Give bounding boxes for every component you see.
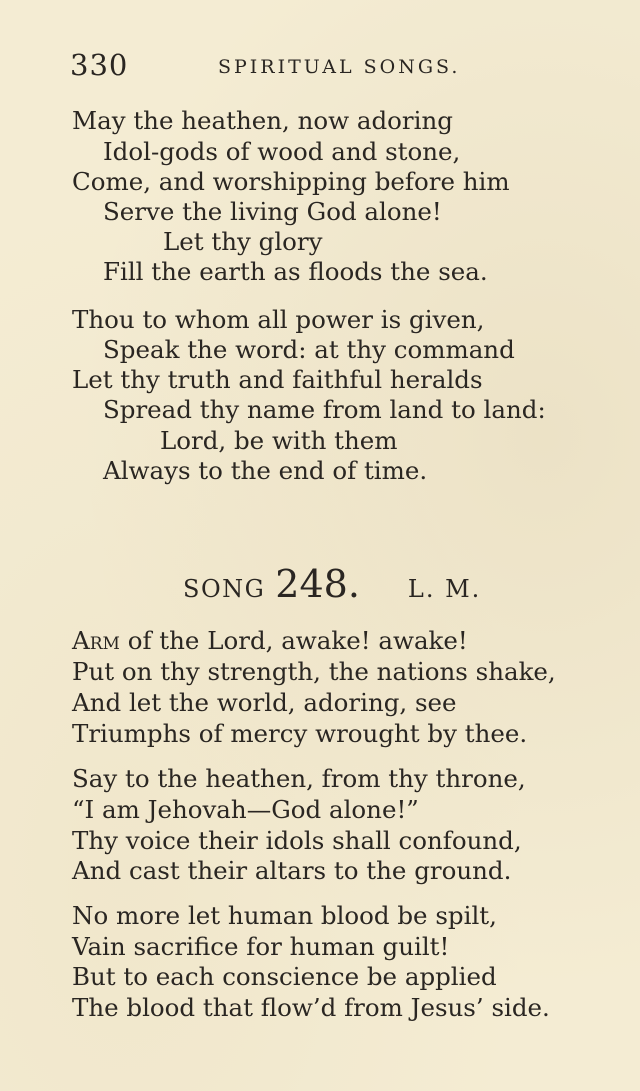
verse-line: May the heathen, now adoring: [72, 106, 453, 135]
verse-line: Always to the end of time.: [103, 456, 428, 485]
page-header: [70, 48, 590, 88]
verse-line-first: [72, 626, 468, 656]
verse-line: Say to the heathen, from thy throne,: [72, 764, 526, 793]
song-number: 248.: [275, 562, 360, 606]
verse-line: The blood that flow’d from Jesus’ side.: [72, 993, 550, 1022]
verse-line: Fill the earth as floods the sea.: [103, 257, 488, 286]
verse-line: Speak the word: at thy command: [103, 335, 515, 364]
song-meter: L. M.: [407, 575, 482, 603]
running-head: SPIRITUAL SONGS.: [218, 56, 461, 78]
verse-line: Triumphs of mercy wrought by thee.: [72, 719, 528, 748]
verse-line: Come, and worshipping before him: [72, 167, 510, 196]
verse-line: Spread thy name from land to land:: [103, 395, 546, 424]
verse-line: Let thy truth and faithful heralds: [72, 365, 483, 394]
verse-line-refrain: Lord, be with them: [160, 426, 398, 455]
verse-line: Vain sacrifice for human guilt!: [72, 932, 450, 961]
verse-line-refrain: Let thy glory: [163, 227, 323, 256]
verse-line: No more let human blood be spilt,: [72, 901, 497, 930]
verse-line: “I am Jehovah—God alone!”: [72, 795, 419, 824]
page-number: 330: [70, 48, 129, 82]
verse-line: Thou to whom all power is given,: [72, 305, 485, 334]
verse-line: But to each conscience be applied: [72, 962, 497, 991]
opening-line-rest: of the Lord, awake! awake!: [119, 626, 468, 655]
opening-word: Arm: [72, 626, 120, 655]
song-label: SONG: [183, 575, 266, 603]
verse-line: Serve the living God alone!: [103, 197, 442, 226]
verse-line: Thy voice their idols shall confound,: [72, 826, 522, 855]
verse-line: Put on thy strength, the nations shake,: [72, 657, 556, 686]
song-heading: [183, 562, 481, 606]
verse-line: And cast their altars to the ground.: [72, 856, 512, 885]
verse-line: And let the world, adoring, see: [72, 688, 457, 717]
verse-line: Idol-gods of wood and stone,: [103, 137, 461, 166]
